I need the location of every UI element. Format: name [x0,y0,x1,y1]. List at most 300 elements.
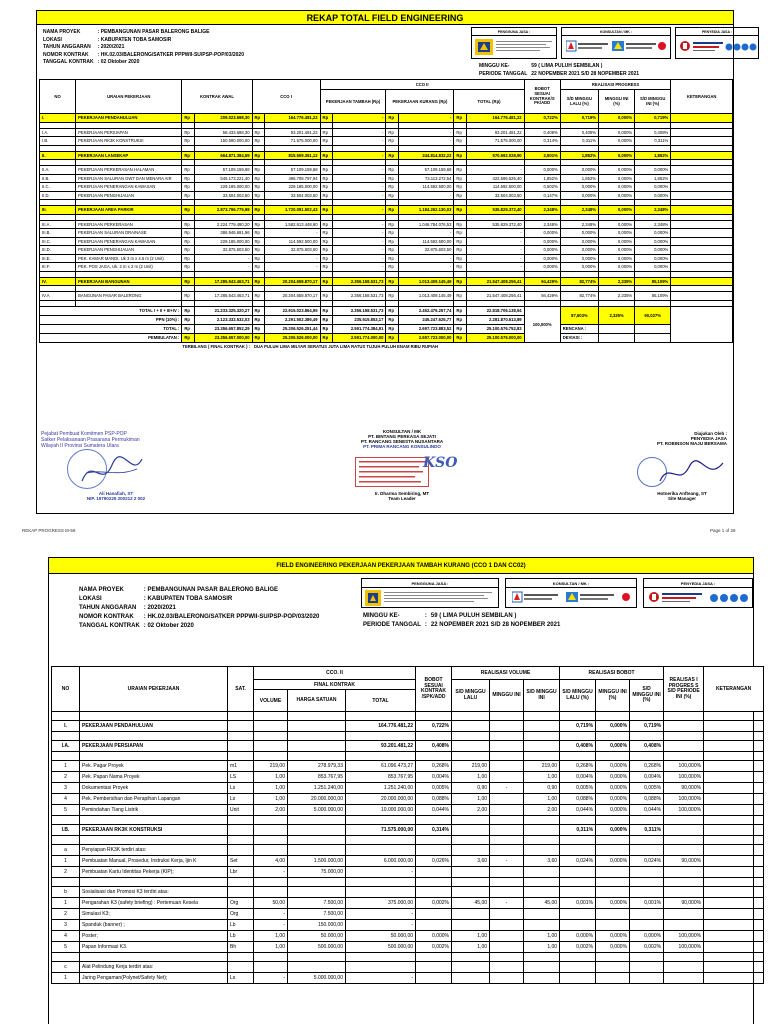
table-cell: 2,348% [524,220,560,229]
column-header: NO [52,667,80,712]
info-row [477,71,641,79]
table-row [52,942,764,953]
table-cell: - [333,151,386,160]
table-cell: Rp [182,166,195,175]
table-cell [80,712,228,721]
table-cell [560,953,596,962]
column-header: PEKERJAAN TAMBAH (Rp) [320,90,386,114]
table-cell: 61.096.473,27 [346,761,416,772]
table-cell: 0,000% [599,183,635,192]
table-cell: 0,000% [524,263,560,272]
table-cell: : PEMBANGUNAN PASAR BALERONG BALIGE [97,29,210,35]
table-cell [524,732,560,741]
table-cell: II.A. [40,166,76,175]
table-cell [452,732,490,741]
table-cell: TANGGAL KONTRAK [43,59,94,65]
table-cell: 0,000% [635,246,671,255]
table-cell: RENCANA : [560,324,598,333]
table-cell [346,962,416,973]
table-cell [664,973,704,984]
table-cell [704,942,764,953]
table-cell [346,712,416,721]
table-cell: 0,004% [416,772,452,783]
table-cell: Rp [320,128,333,137]
table-cell [490,732,524,741]
table-cell: Rp [182,206,195,215]
table-cell: 32.875.603,50 [195,246,252,255]
column-header: KONTRAK AWAL [182,80,252,114]
ppk-nip: NIP. 19790225 200212 2 002 [86,496,146,501]
table-cell: Rp [386,174,399,183]
table-cell: Rp [386,306,399,315]
table-cell: - [399,128,454,137]
table-cell [416,909,452,920]
table-cell: DUA PULUH LIMA MILYAR SERATUS JUTA LIMA RATUS TUJUH PULUH ENAM RIBU RUPIAH [254,344,439,350]
table-cell: Rp [320,324,333,333]
table-cell: Simulasi K3; [80,909,228,920]
table-cell: 0,311% [560,825,596,836]
table-cell: 0,000% [560,263,598,272]
table-cell: 0,000% [416,931,452,942]
table-cell: - [467,229,524,238]
table-cell: 100,000% [664,931,704,942]
table-cell: Rp [182,324,195,333]
table-cell: 3 [52,920,80,931]
table-cell: 0,000% [635,254,671,263]
table-cell: 22.818.706.138,94 [467,306,524,315]
table-cell: PEKERJAAN PENDAHULUAN [76,114,182,123]
table-row [40,292,733,301]
kso-stamp: KSO [423,455,458,471]
table-cell [664,887,704,898]
table-cell: Rp [386,166,399,175]
table-cell [704,920,764,931]
table-cell: Rp [386,229,399,238]
table-cell: 0,90 [524,783,560,794]
table-cell: 0,000% [635,263,671,272]
table-cell: 1,00 [254,931,288,942]
table-cell [490,942,524,953]
totals-row [40,333,733,342]
table-cell: 93.201.481,22 [467,128,524,137]
table-cell: III.F. [40,263,76,272]
table-cell: 1,00 [254,942,288,953]
table-cell [524,909,560,920]
table-cell: 0,000% [596,931,630,942]
table-cell: PPN (10%) : [40,315,182,324]
table-cell [228,741,254,752]
table-cell: Rp [320,151,333,160]
table-cell [228,816,254,825]
period-info-2 [361,612,562,630]
table-cell: I.B. [40,137,76,146]
table-cell: 1,00 [524,772,560,783]
table-cell [664,920,704,931]
table-cell: 500.000,00 [288,942,346,953]
table-cell: 25.100.576.000,00 [467,333,524,342]
table-cell [524,887,560,898]
table-cell: : [424,613,427,619]
table-cell: 50.000,00 [288,931,346,942]
table-cell: Bh [228,942,254,953]
table-cell: : 02 Oktober 2020 [97,59,140,65]
table-cell [416,920,452,931]
table-cell: 0,002% [416,898,452,909]
table-cell: Rp [454,166,467,175]
table-cell: 0,000% [596,794,630,805]
table-cell [704,931,764,942]
table-cell: Rp [252,254,265,263]
table-cell: 1.013.409.145,49 [399,292,454,301]
table-cell: III.B. [40,229,76,238]
table-cell: PEKERJAAN PENERANGAN KAWASAN [76,183,182,192]
mk-stamp-box-icon [355,457,429,487]
table-cell [596,953,630,962]
table-cell: - [333,137,386,146]
table-cell: Rp [386,315,399,324]
table-cell: 2.123.332.532,03 [195,315,252,324]
column-header: MINGGU INI (%) [596,680,630,712]
table-row [40,237,733,246]
table-cell: 0,719% [560,114,598,123]
table-cell: 0,311% [560,137,598,146]
table-cell [52,732,80,741]
table-cell: 219,00 [254,761,288,772]
spacer-row [52,712,764,721]
table-cell: Penyiapan RK3K terdiri atas: [80,845,228,856]
table-cell: 0,004% [560,772,596,783]
table-cell [490,772,524,783]
table-cell [416,816,452,825]
table-cell: Rp [252,137,265,146]
table-cell: Alat Pelindung Kerja terdiri atas: [80,962,228,973]
table-cell: 114.592.500,00 [399,183,454,192]
table-cell: 0,005% [560,783,596,794]
table-cell: - [467,254,524,263]
table-cell [524,825,560,836]
table-cell [416,836,452,845]
table-cell [524,878,560,887]
table-cell [671,306,733,342]
table-cell [416,845,452,856]
table-cell: 1.251.240,00 [288,783,346,794]
table-cell: 0,005% [630,783,664,794]
table-cell: 0,000% [599,220,635,229]
table-cell: PERIODE TANGGAL [363,622,421,628]
table-cell: PEKERJAAN PERSIAPAN [80,741,228,752]
table-cell: 2.873.796.775,98 [195,206,252,215]
table-cell: TAHUN ANGGARAN [43,44,91,50]
table-row [52,794,764,805]
table-cell: 0,000% [524,254,560,263]
table-cell [452,816,490,825]
table-cell: Jaring Pengaman(Polynet/Safety Net); [80,973,228,984]
table-cell: 20.204.658.870,17 [265,292,320,301]
table-cell [560,752,596,761]
footer-left: REKAP PROGRESS M-59 [22,528,76,533]
table-cell [671,220,733,229]
konsultan-logo-box-2: KONSULTAN / MK : [505,578,637,608]
table-cell: 0,001% [630,898,664,909]
column-header: S/D MINGGU INI [524,680,560,712]
table-cell: 0,000% [596,856,630,867]
table-cell: I. [52,721,80,732]
table-cell [490,816,524,825]
table-cell [671,174,733,183]
table-cell: Rp [182,229,195,238]
table-row [40,137,733,146]
table-cell [452,845,490,856]
table-cell [664,909,704,920]
table-cell: PEKERJAAN PERSIAPAN [76,128,182,137]
table-cell: 3,60 [452,856,490,867]
table-cell: 2,335% [599,277,635,286]
table-cell [490,761,524,772]
table-cell: 0,000% [560,166,598,175]
table-cell: NOMOR KONTRAK [79,614,134,620]
table-cell [288,721,346,732]
table-cell [630,909,664,920]
table-cell: 75.000,00 [288,867,346,878]
table-cell: 100,000% [664,761,704,772]
table-cell: 2.224.779.480,20 [195,220,252,229]
table-cell [630,953,664,962]
table-cell [228,887,254,898]
table-cell: - [333,246,386,255]
table-cell: 82,774% [560,292,598,301]
table-cell: Rp [454,191,467,200]
table-cell: Rp [454,206,467,215]
table-cell [560,836,596,845]
table-cell [254,741,288,752]
table-cell: Rp [320,220,333,229]
table-cell: 0,000% [599,128,635,137]
table-cell: 0,722% [416,721,452,732]
table-cell: 7.500,00 [288,898,346,909]
table-cell [671,183,733,192]
table-cell: Rp [386,237,399,246]
table-cell: Rp [386,292,399,301]
table-cell: 386.946.691,96 [195,229,252,238]
section-row [52,825,764,836]
table-cell: III.A. [40,220,76,229]
table-cell: 2.356.158.531,73 [333,292,386,301]
table-cell: - [346,973,416,984]
table-cell: Rp [454,183,467,192]
robinson-logo-icon-2 [648,590,750,606]
rekap-sheet [36,10,734,514]
table-cell [671,114,733,123]
table-cell [671,128,733,137]
table-cell: Lb [228,920,254,931]
section-row [52,721,764,732]
table-cell: Pemindahan Tiang Listrik [80,805,228,816]
table-cell [52,712,80,721]
table-cell: Rp [252,237,265,246]
table-cell: 1,00 [524,942,560,953]
table-cell: a [52,845,80,856]
table-row [40,128,733,137]
table-cell [664,732,704,741]
table-cell: Rp [386,277,399,286]
table-cell [671,292,733,301]
table-cell: 853.767,95 [288,772,346,783]
table-cell [452,825,490,836]
table-cell: : 02 Oktober 2020 [143,623,194,629]
table-cell: - [333,128,386,137]
table-cell: I.A. [52,741,80,752]
table-cell: Rp [252,174,265,183]
table-cell [490,962,524,973]
table-cell: 90,000% [664,898,704,909]
table-cell: Rp [386,191,399,200]
project-info-2 [77,586,321,631]
table-cell [630,836,664,845]
table-cell: 1.184.262.130,03 [399,206,454,215]
column-header: CCO II [320,80,524,90]
table-cell: 0,408% [416,741,452,752]
table-cell [416,867,452,878]
table-cell [416,887,452,898]
table-cell: Unit [228,805,254,816]
ppk-name: Ali Hanafiah, ST [98,491,134,496]
table-cell: 3 [52,783,80,794]
table-cell: 114.592.500,00 [467,183,524,192]
table-row [40,220,733,229]
table-cell: Rp [454,333,467,342]
table-cell: : KABUPATEN TOBA SAMOSIR [97,36,172,43]
table-cell: 0,719% [635,114,671,123]
table-cell [704,845,764,856]
table-cell: 244.814.832,22 [399,151,454,160]
table-cell: 32.875.603,50 [399,246,454,255]
table-cell: - [399,114,454,123]
table-cell [490,953,524,962]
field-engineering-sheet [48,557,754,1024]
table-cell: 375.000,00 [346,898,416,909]
table-cell: 0,268% [416,761,452,772]
table-cell: - [467,263,524,272]
table-cell: 5 [52,942,80,953]
table-cell [630,816,664,825]
table-cell [52,878,80,887]
table-cell [635,333,671,342]
table-cell: PEKERJAAN PENERANGAN KAWASAN [76,237,182,246]
table-cell: Papan Informasi K3. [80,942,228,953]
table-cell [346,887,416,898]
ppk-name-block [41,491,191,501]
table-cell [704,816,764,825]
table-cell: Ls [228,973,254,984]
table-cell [704,741,764,752]
table-cell: - [254,909,288,920]
table-cell [52,752,80,761]
table-cell: Dokumentasi Proyek [80,783,228,794]
table-cell: 0,311% [635,137,671,146]
table-cell [630,867,664,878]
robinson-logo-icon [679,39,757,57]
table-cell: 1,00 [452,942,490,953]
table-cell: 1.582.613.448,90 [265,220,320,229]
table-cell: 5.000.000,00 [288,805,346,816]
info-row [361,621,562,630]
table-cell [671,191,733,200]
table-cell: 17.285.543.463,71 [195,292,252,301]
table-cell: 1,00 [524,794,560,805]
table-cell [254,953,288,962]
column-header: BOBOT SESUAI KONTRAK/S PK/ADD [524,80,560,114]
table-cell: I.A. [40,128,76,137]
spacer-row [52,752,764,761]
table-cell [288,752,346,761]
table-row [52,867,764,878]
penyedia-logo-box: PENYEDIA JASA : [675,27,759,59]
table-cell [452,909,490,920]
table-cell: BANGUNAN PASAR BALERONG [76,292,182,301]
table-cell [671,263,733,272]
table-cell: 2 [52,772,80,783]
table-cell: 1,852% [560,151,598,160]
table-cell: Rp [182,137,195,146]
section-row [40,277,733,286]
table-cell [664,712,704,721]
table-cell: 0,000% [560,191,598,200]
table-cell: 1.013.409.145,49 [399,277,454,286]
table-cell [664,825,704,836]
table-cell: 0,000% [599,114,635,123]
table-cell: Pek. Pagar Proyek [80,761,228,772]
table-cell: 45,00 [452,898,490,909]
table-cell: 0,024% [560,856,596,867]
table-cell: TANGGAL KONTRAK [79,623,140,629]
table-cell: Rp [454,137,467,146]
column-header: CCO I [252,80,320,114]
table-cell: 21.547.408.256,41 [467,277,524,286]
column-header: S/D MINGGU LALU (%) [560,90,598,114]
table-cell: 0,408% [560,128,598,137]
table-cell: - [254,920,288,931]
table-cell: - [467,166,524,175]
column-header: URAIAN PEKERJAAN [80,667,228,712]
table-cell: 2,348% [560,206,598,215]
totals-row [40,324,733,333]
table-cell [630,845,664,856]
table-cell: PEK. POS JAGA, Uk. 2 m x 2 m (2 Unit) [76,263,182,272]
table-cell: Rp [182,220,195,229]
penyedia-name: Hotnerika Anfteang, ST [657,491,707,496]
table-cell: 0,000% [635,237,671,246]
table-cell: - [333,174,386,183]
table-cell: 2.591.774.384,91 [333,324,386,333]
table-cell: 0,002% [560,942,596,953]
table-cell [490,909,524,920]
table-cell: 2,00 [254,805,288,816]
table-cell: 0,000% [599,174,635,183]
penyedia-signature-block: Diajukan Oleh : PENYEDIA JASA PT. ROBINSON MAJU BERSAMA [656,431,727,446]
table-cell: 1,00 [452,931,490,942]
table-cell: 0,000% [635,229,671,238]
table-cell: 20.204.658.870,17 [265,277,320,286]
table-cell: TOTAL : [40,324,182,333]
table-cell [346,953,416,962]
table-cell: 1,00 [254,783,288,794]
table-cell [664,962,704,973]
table-cell: 21.547.408.256,41 [467,292,524,301]
table-cell: : 2020/2021 [143,605,176,611]
table-cell [596,752,630,761]
table-cell: 57.109.159,68 [195,166,252,175]
table-cell: Rp [182,292,195,301]
